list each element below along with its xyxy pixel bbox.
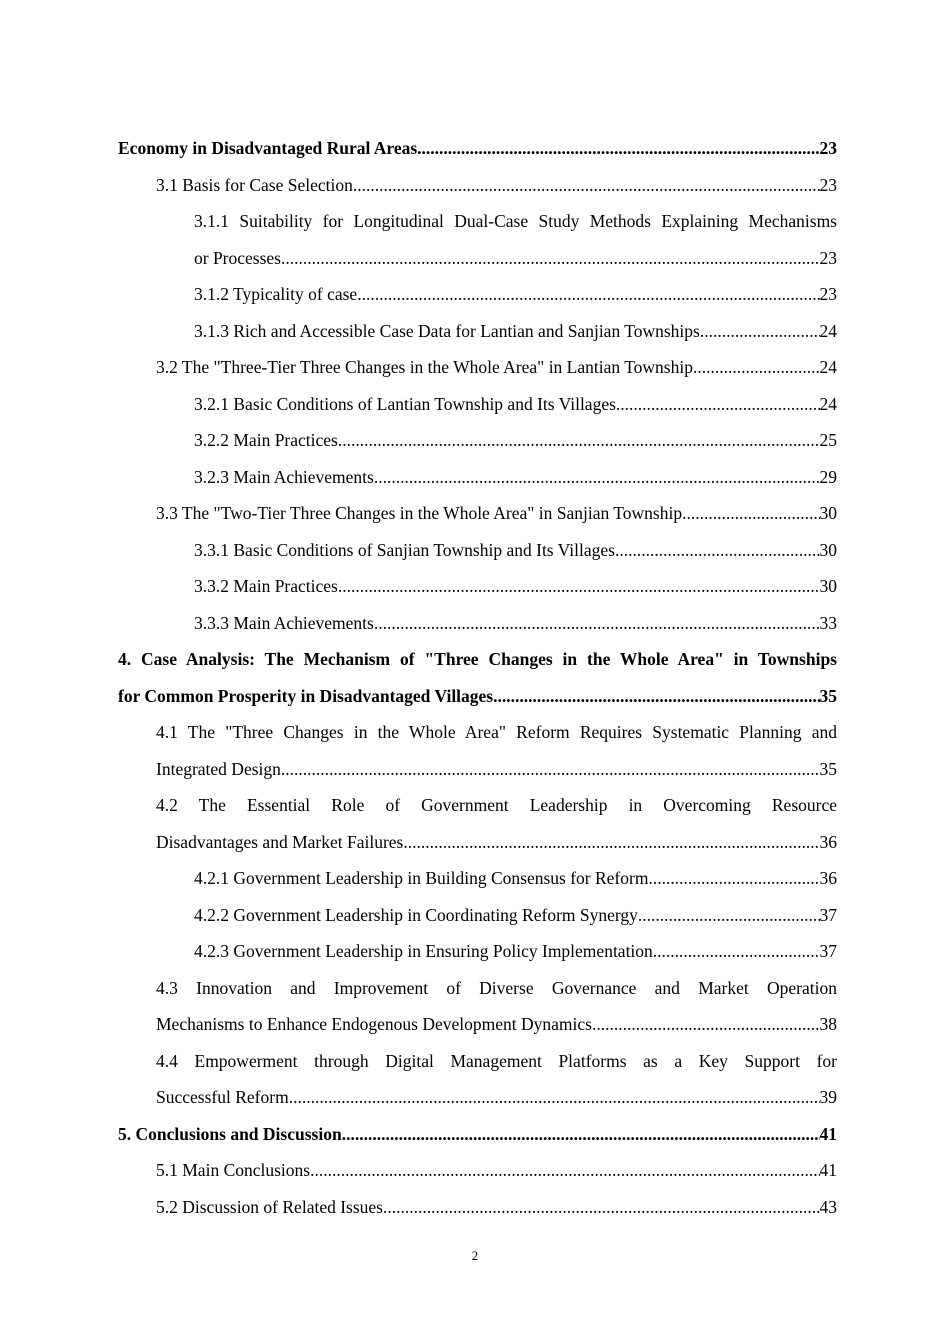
toc-entry-title: 4.2.2 Government Leadership in Coordinating Reform Synergy xyxy=(194,904,638,925)
toc-page-number: 24 xyxy=(819,357,837,377)
toc-entry-title: 5. Conclusions and Discussion xyxy=(118,1123,342,1144)
toc-page-number: 23 xyxy=(819,174,837,195)
toc-entry-4-4[interactable] xyxy=(156,1043,837,1116)
toc-entry-3-3-2[interactable] xyxy=(194,568,837,605)
toc-page-number: 35 xyxy=(819,685,837,706)
dot-leader xyxy=(281,751,820,788)
toc-entry-4-2-2[interactable] xyxy=(194,897,837,934)
toc-entry-4-3[interactable] xyxy=(156,970,837,1043)
toc-entry-title: 3.1 Basis for Case Selection xyxy=(156,174,353,195)
toc-entry-title: Economy in Disadvantaged Rural Areas xyxy=(118,138,418,158)
dot-leader xyxy=(353,167,820,204)
toc-entry-title-line1: 3.1.1 Suitability for Longitudinal Dual-Case Study Methods Explaining Mechanisms xyxy=(194,211,837,231)
toc-entry-title: 3.3.2 Main Practices xyxy=(194,576,338,596)
dot-leader xyxy=(383,1189,820,1226)
toc-entry-3-1-2[interactable] xyxy=(194,276,837,313)
toc-entry-5-1[interactable] xyxy=(156,1152,837,1189)
toc-entry-title-line1: 4. Case Analysis: The Mechanism of "Three Changes in the Whole Area" in Townships xyxy=(118,649,837,669)
dot-leader xyxy=(289,1079,820,1116)
toc-page-number: 33 xyxy=(819,612,837,633)
toc-page-number: 23 xyxy=(819,284,837,304)
toc-entry-3-3[interactable] xyxy=(156,495,837,532)
toc-page-number: 29 xyxy=(819,466,837,487)
toc-entry-title: 3.1.2 Typicality of case xyxy=(194,284,358,304)
dot-leader xyxy=(417,130,819,167)
page-number: 2 xyxy=(471,1248,479,1263)
toc-page-number: 41 xyxy=(819,1160,837,1180)
toc-entry-title-line2: Integrated Design xyxy=(156,758,281,779)
toc-entry-title: 3.2.2 Main Practices xyxy=(194,430,338,450)
toc-entry-title: 4.2.1 Government Leadership in Building Consensus for Reform xyxy=(194,868,649,888)
toc-page-number: 37 xyxy=(819,941,837,961)
toc-entry-4[interactable] xyxy=(118,641,837,714)
toc-entry-4-2-1[interactable] xyxy=(194,860,837,897)
dot-leader xyxy=(403,824,819,861)
toc-entry-4-2[interactable] xyxy=(156,787,837,860)
toc-page-number: 25 xyxy=(819,430,837,450)
toc-page-number: 38 xyxy=(819,1014,837,1034)
toc-entry-5[interactable] xyxy=(118,1116,837,1153)
toc-entry-title-line2: for Common Prosperity in Disadvantaged Villages xyxy=(118,685,494,706)
toc-entry-title: 3.1.3 Rich and Accessible Case Data for Lantian and Sanjian Townships xyxy=(194,320,700,341)
toc-entry-title-line2: Successful Reform xyxy=(156,1087,289,1107)
dot-leader xyxy=(357,276,819,313)
toc-entry-title: 3.3.1 Basic Conditions of Sanjian Township and Its Villages xyxy=(194,539,615,560)
toc-page-number: 35 xyxy=(819,758,837,779)
toc-entry-title: 4.2.3 Government Leadership in Ensuring Policy Implementation xyxy=(194,941,653,961)
toc-entry-title: 3.3.3 Main Achievements xyxy=(194,612,374,633)
dot-leader xyxy=(281,240,820,277)
dot-leader xyxy=(374,459,820,496)
toc-entry-3-2-2[interactable] xyxy=(194,422,837,459)
dot-leader xyxy=(682,495,819,532)
toc-page-number: 30 xyxy=(819,539,837,560)
dot-leader xyxy=(693,349,820,386)
dot-leader xyxy=(648,860,819,897)
toc-entry-3-1[interactable] xyxy=(156,167,837,204)
dot-leader xyxy=(493,678,819,715)
dot-leader xyxy=(616,386,820,423)
toc-entry-title: 5.2 Discussion of Related Issues xyxy=(156,1196,383,1217)
toc-entry-title-line1: 4.4 Empowerment through Digital Management Platforms as a Key Support for xyxy=(156,1050,837,1071)
toc-page-number: 30 xyxy=(819,503,837,523)
dot-leader xyxy=(592,1006,820,1043)
toc-page-number: 41 xyxy=(819,1123,837,1144)
dot-leader xyxy=(310,1152,819,1189)
dot-leader xyxy=(374,605,820,642)
toc-entry-3-2-1[interactable] xyxy=(194,386,837,423)
toc-entry-5-2[interactable] xyxy=(156,1189,837,1226)
dot-leader xyxy=(615,532,820,569)
toc-page-number: 24 xyxy=(819,320,837,341)
dot-leader xyxy=(653,933,820,970)
table-of-contents xyxy=(118,130,837,1225)
toc-page-number: 36 xyxy=(819,831,837,852)
dot-leader xyxy=(700,313,820,350)
toc-entry-title-line1: 4.1 The "Three Changes in the Whole Area" Reform Requires Systematic Planning and xyxy=(156,722,837,742)
dot-leader xyxy=(638,897,820,934)
toc-entry-title-line2: or Processes xyxy=(194,247,281,268)
toc-entry-title-line1: 4.3 Innovation and Improvement of Diverse Governance and Market Operation xyxy=(156,977,837,998)
dot-leader xyxy=(338,422,820,459)
toc-entry-title-line1: 4.2 The Essential Role of Government Leadership in Overcoming Resource xyxy=(156,795,837,815)
toc-entry-title: 3.2.3 Main Achievements xyxy=(194,466,374,487)
toc-page-number: 24 xyxy=(819,393,837,414)
toc-page-number: 39 xyxy=(819,1087,837,1107)
toc-page-number: 37 xyxy=(819,904,837,925)
toc-entry-3-1-3[interactable] xyxy=(194,313,837,350)
toc-entry-part3-tail[interactable] xyxy=(118,130,837,167)
toc-page-number: 23 xyxy=(819,138,837,158)
toc-entry-3-2-3[interactable] xyxy=(194,459,837,496)
toc-entry-4-1[interactable] xyxy=(156,714,837,787)
toc-entry-3-3-1[interactable] xyxy=(194,532,837,569)
toc-page-number: 36 xyxy=(819,868,837,888)
toc-entry-3-3-3[interactable] xyxy=(194,605,837,642)
toc-entry-title-line2: Mechanisms to Enhance Endogenous Development Dynamics xyxy=(156,1014,592,1034)
toc-entry-title: 3.2.1 Basic Conditions of Lantian Township and Its Villages xyxy=(194,393,616,414)
toc-entry-3-2[interactable] xyxy=(156,349,837,386)
toc-page-number: 43 xyxy=(819,1196,837,1217)
toc-entry-title-line2: Disadvantages and Market Failures xyxy=(156,831,404,852)
toc-entry-4-2-3[interactable] xyxy=(194,933,837,970)
toc-entry-3-1-1[interactable] xyxy=(194,203,837,276)
toc-entry-title: 5.1 Main Conclusions xyxy=(156,1160,311,1180)
toc-page-number: 23 xyxy=(819,247,837,268)
dot-leader xyxy=(342,1116,820,1153)
toc-entry-title: 3.3 The "Two-Tier Three Changes in the Whole Area" in Sanjian Township xyxy=(156,503,683,523)
dot-leader xyxy=(338,568,820,605)
toc-page-number: 30 xyxy=(819,576,837,596)
toc-entry-title: 3.2 The "Three-Tier Three Changes in the Whole Area" in Lantian Township xyxy=(156,357,693,377)
